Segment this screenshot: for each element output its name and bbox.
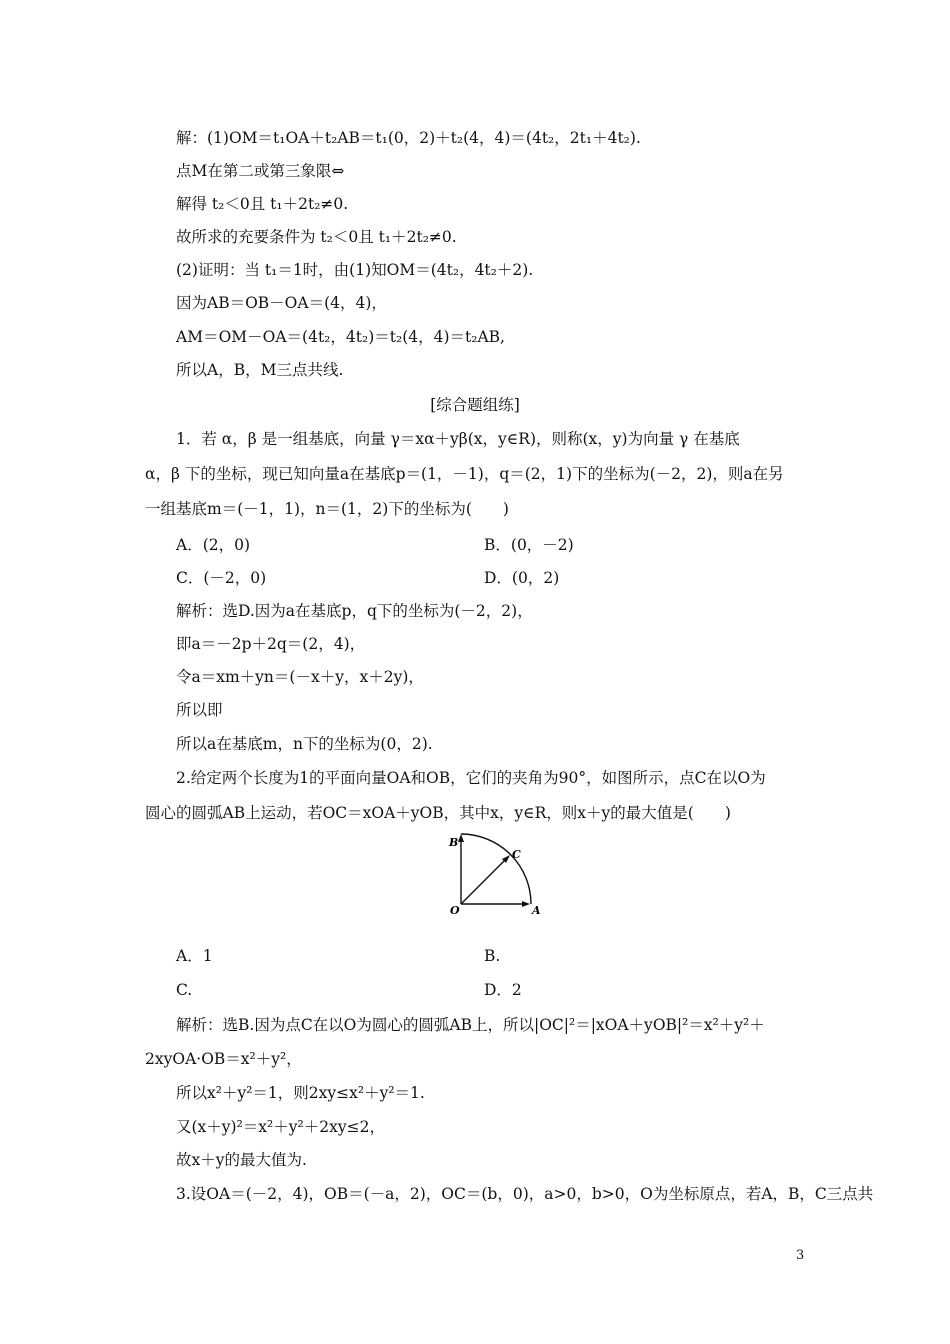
question-text: 3.设OA＝(－2，4)，OB＝(－a，2)，OC＝(b，0)，a>0，b>0，O为坐标原点，若A，B，C三点共 — [176, 1185, 874, 1203]
label-b: B — [449, 836, 459, 849]
analysis-line: 所以x²＋y²＝1，则2xy≤x²＋y²＝1. — [176, 1084, 425, 1102]
question-text: 1．若 α，β 是一组基底，向量 γ＝xα＋yβ(x，y∈R)，则称(x，y)为向量 γ 在基底 — [176, 430, 740, 448]
analysis-line: 解析：选B.因为点C在以O为圆心的圆弧AB上，所以|OC|²＝|xOA＋yOB|²＝x²＋y²＋ — [176, 1016, 765, 1034]
analysis-line: 2xyOA·OB＝x²＋y²， — [145, 1050, 302, 1068]
solution-line: 所以A，B，M三点共线. — [176, 361, 344, 379]
question-text: 圆心的圆弧AB上运动，若OC＝xOA＋yOB，其中x，y∈R，则x＋y的最大值是( ) — [145, 804, 731, 822]
vector-oc — [461, 858, 507, 904]
page-number: 3 — [796, 1248, 805, 1263]
quarter-circle-figure — [446, 826, 546, 916]
analysis-line: 所以即 — [176, 701, 223, 719]
analysis-line: 令a＝xm＋yn＝(－x＋y，x＋2y)， — [176, 668, 424, 686]
label-a: A — [532, 904, 541, 916]
question-text: 2.给定两个长度为1的平面向量OA和OB，它们的夹角为90°，如图所示，点C在以O为 — [176, 769, 766, 787]
option-d: D．2 — [484, 981, 522, 999]
solution-line: 故所求的充要条件为 t₂＜0且 t₁＋2t₂≠0. — [176, 228, 457, 246]
analysis-line: 所以a在基底m，n下的坐标为(0，2). — [176, 735, 433, 753]
analysis-line: 即a＝－2p＋2q＝(2，4)， — [176, 635, 366, 653]
option-c: C．(－2，0) — [176, 569, 267, 587]
solution-line: 因为AB＝OB－OA＝(4，4)， — [176, 294, 387, 312]
option-a: A．(2，0) — [176, 536, 251, 554]
question-text: α，β 下的坐标，现已知向量a在基底p＝(1，－1)，q＝(2，1)下的坐标为(－2，2)，则a在另 — [145, 465, 784, 483]
label-c: C — [512, 848, 521, 861]
analysis-line: 又(x＋y)²＝x²＋y²＋2xy≤2， — [176, 1118, 385, 1136]
option-b: B. — [484, 947, 501, 965]
option-b: B．(0，－2) — [484, 536, 574, 554]
solution-line: (2)证明：当 t₁＝1时，由(1)知OM＝(4t₂，4t₂＋2). — [176, 261, 534, 279]
solution-line: 解：(1)OM＝t₁OA＋t₂AB＝t₁(0，2)＋t₂(4，4)＝(4t₂，2t₁＋4t₂). — [176, 129, 641, 147]
analysis-line: 解析：选D.因为a在基底p，q下的坐标为(－2，2)， — [176, 602, 533, 620]
option-a: A．1 — [176, 947, 213, 965]
arrow-head-a — [522, 901, 530, 907]
option-c: C. — [176, 981, 193, 999]
solution-line: AM＝OM－OA＝(4t₂，4t₂)＝t₂(4，4)＝t₂AB, — [176, 328, 505, 346]
arrow-head-b — [458, 834, 464, 842]
question-text: 一组基底m＝(－1，1)，n＝(1，2)下的坐标为( ) — [145, 500, 509, 518]
solution-line: 解得 t₂＜0且 t₁＋2t₂≠0. — [176, 195, 349, 213]
section-heading: [综合题组练] — [430, 396, 520, 414]
solution-line: 点M在第二或第三象限⇔ — [176, 162, 345, 180]
option-d: D．(0，2) — [484, 569, 560, 587]
analysis-line: 故x＋y的最大值为. — [176, 1151, 307, 1169]
label-o: O — [450, 904, 460, 916]
